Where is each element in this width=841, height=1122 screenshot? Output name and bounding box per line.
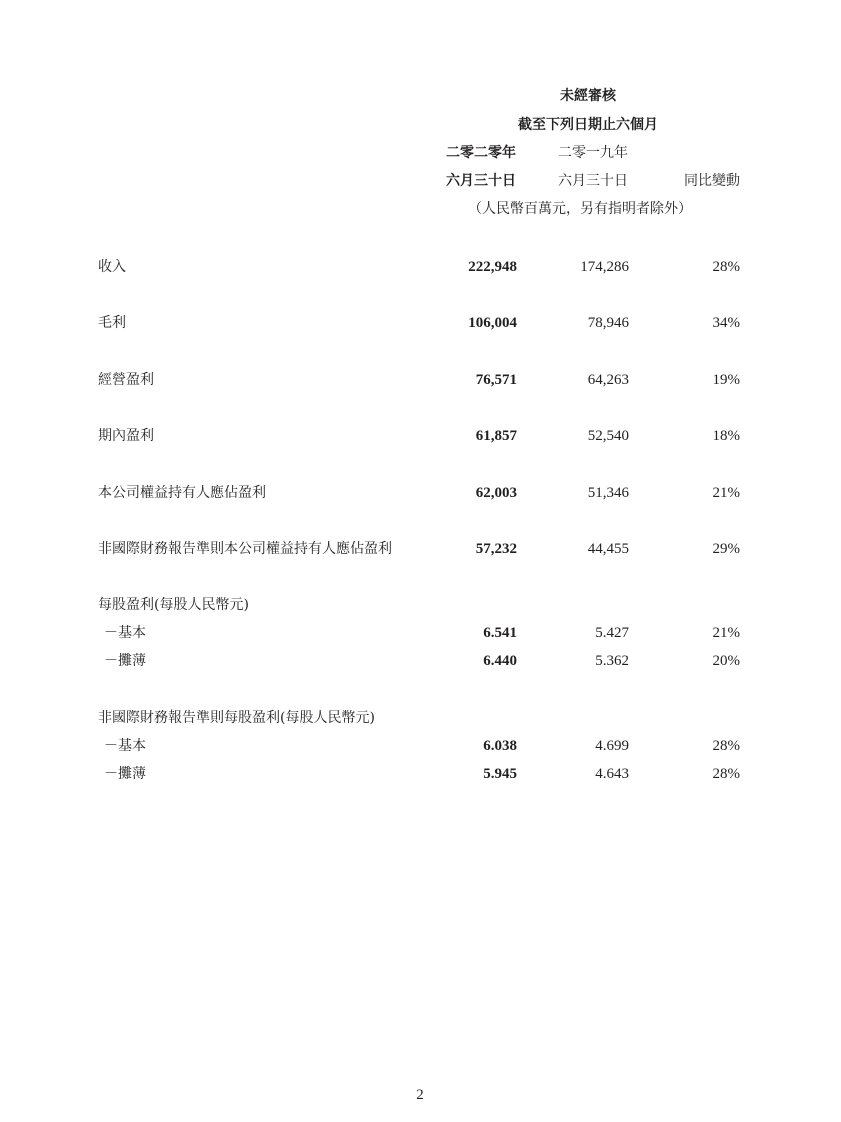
row-label: 毛利 [98, 315, 126, 331]
value-current: 62,003 [475, 485, 517, 501]
row-label: 本公司權益持有人應佔盈利 [98, 485, 266, 501]
value-change: 20% [712, 653, 740, 669]
header-date-current: 六月三十日 [446, 173, 516, 189]
value-current: 61,857 [475, 428, 517, 444]
header-unaudited: 未經審核 [560, 88, 616, 104]
page-number: 2 [416, 1087, 424, 1103]
section-title-nonifrs-eps: 非國際財務報告準則每股盈利(每股人民幣元) [98, 710, 375, 726]
header-unit-note: （人民幣百萬元，另有指明者除外） [468, 201, 692, 217]
value-current: 106,004 [468, 315, 517, 331]
header-year-prior: 二零一九年 [558, 145, 628, 161]
value-prior: 51,346 [587, 485, 629, 501]
header-date-prior: 六月三十日 [558, 173, 628, 189]
value-prior: 4.643 [595, 766, 629, 782]
value-change: 28% [712, 738, 740, 754]
value-change: 29% [712, 541, 740, 557]
header-period: 截至下列日期止六個月 [518, 117, 658, 133]
row-label: 期內盈利 [98, 428, 154, 444]
row-label: －基本 [104, 738, 146, 754]
value-change: 28% [712, 259, 740, 275]
value-current: 57,232 [475, 541, 517, 557]
value-prior: 44,455 [587, 541, 629, 557]
value-prior: 174,286 [580, 259, 629, 275]
value-prior: 5.427 [595, 625, 629, 641]
value-current: 6.541 [483, 625, 517, 641]
header-year-current: 二零二零年 [446, 145, 516, 161]
value-change: 18% [712, 428, 740, 444]
value-current: 76,571 [475, 372, 517, 388]
row-label: －基本 [104, 625, 146, 641]
value-change: 34% [712, 315, 740, 331]
row-label: －攤薄 [104, 653, 146, 669]
row-label: 經營盈利 [98, 372, 154, 388]
section-title-eps: 每股盈利(每股人民幣元) [98, 597, 249, 613]
row-label: 收入 [98, 259, 126, 275]
value-prior: 64,263 [587, 372, 629, 388]
value-prior: 4.699 [595, 738, 629, 754]
value-change: 21% [712, 625, 740, 641]
value-current: 6.038 [483, 738, 517, 754]
value-prior: 52,540 [587, 428, 629, 444]
value-prior: 78,946 [587, 315, 629, 331]
value-current: 222,948 [468, 259, 517, 275]
value-current: 6.440 [483, 653, 517, 669]
value-change: 19% [712, 372, 740, 388]
value-current: 5.945 [483, 766, 517, 782]
value-change: 21% [712, 485, 740, 501]
value-prior: 5.362 [595, 653, 629, 669]
header-yoy: 同比變動 [684, 173, 740, 189]
value-change: 28% [712, 766, 740, 782]
row-label: 非國際財務報告準則本公司權益持有人應佔盈利 [98, 541, 392, 557]
row-label: －攤薄 [104, 766, 146, 782]
